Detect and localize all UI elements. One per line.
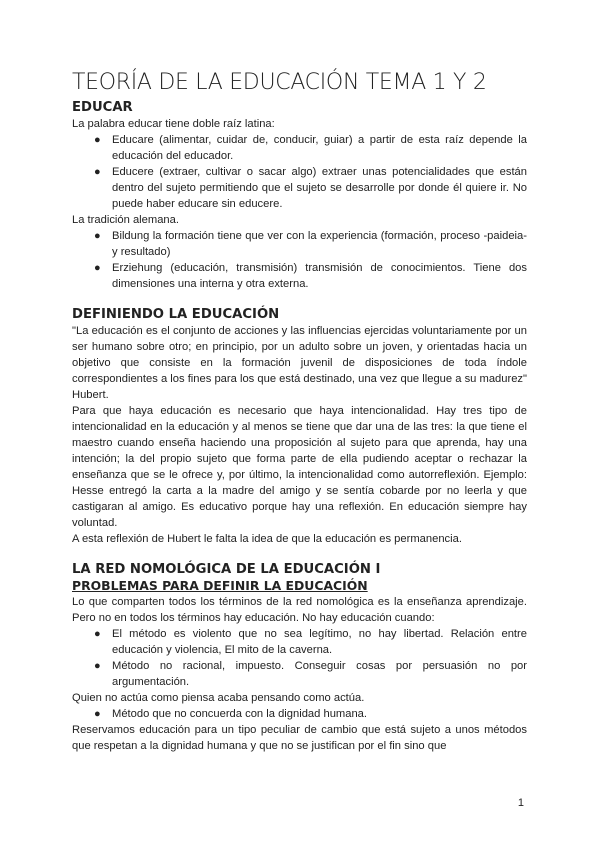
bullet-list bbox=[72, 626, 527, 690]
paragraph: Para que haya educación es necesario que haya intencionalidad. Hay tres tipo de intencionalidad en la educación y al menos se tiene que dar una de las tres: la que tiene el maestro cuando enseña haciendo una proposición al sujeto para que aprenda, hay una intención; la del propio sujeto que forma parte de ella pudiendo aceptar o rechazar la enseñanza que se le ofrece y, por último, la intencionalidad como autorreflexión. Ejemplo: Hesse entregó la carta a la madre del amigo y se sentía cobarde por no leerla y que castigaran al amigo. Es educativo porque hay una reflexión. En educación siempre hay voluntad. bbox=[72, 405, 527, 529]
list-item bbox=[94, 658, 527, 690]
paragraph: Quien no actúa como piensa acaba pensando como actúa. bbox=[72, 692, 365, 704]
list-item-text: Educare (alimentar, cuidar de, conducir, guiar) a partir de esta raíz depende la educación del educador. bbox=[112, 134, 527, 162]
bullet-icon: ● bbox=[94, 230, 101, 242]
paragraph: La tradición alemana. bbox=[72, 214, 179, 226]
list-item bbox=[94, 260, 527, 292]
subsection-heading-problemas: PROBLEMAS PARA DEFINIR LA EDUCACIÓN bbox=[72, 578, 368, 593]
bullet-icon: ● bbox=[94, 628, 101, 640]
quote-paragraph: "La educación es el conjunto de acciones y las influencias ejercidas voluntariamente por un ser humano sobre otro; en principio, por un adulto sobre un joven, y orientadas hacia un objetivo que consiste en la formación juvenil de disposiciones de toda índole correspondientes a los fines para los que está destinado, una vez que llegue a su madurez" Hubert. bbox=[72, 325, 527, 401]
page-content bbox=[72, 70, 527, 754]
section-heading-red-nomologica: LA RED NOMOLÓGICA DE LA EDUCACIÓN I bbox=[72, 562, 381, 577]
list-item bbox=[94, 164, 527, 212]
bullet-icon: ● bbox=[94, 166, 101, 178]
bullet-icon: ● bbox=[94, 660, 101, 672]
paragraph: A esta reflexión de Hubert le falta la idea de que la educación es permanencia. bbox=[72, 533, 462, 545]
bullet-icon: ● bbox=[94, 134, 101, 146]
paragraph: Reservamos educación para un tipo peculiar de cambio que está sujeto a unos métodos que respetan a la dignidad humana y que no se justifican por el fin sino que bbox=[72, 724, 527, 752]
page-number: 1 bbox=[517, 797, 524, 809]
paragraph: Lo que comparten todos los términos de la red nomológica es la enseñanza aprendizaje. Pero no en todos los términos hay educación. No hay educación cuando: bbox=[72, 596, 527, 624]
list-item bbox=[94, 626, 527, 658]
list-item-text: El método es violento que no sea legítimo, no hay libertad. Relación entre educación y violencia, El mito de la caverna. bbox=[112, 628, 527, 656]
bullet-icon: ● bbox=[94, 708, 101, 720]
section-heading-educar: EDUCAR bbox=[72, 100, 133, 115]
document-title: TEORÍA DE LA EDUCACIÓN TEMA 1 Y 2 bbox=[72, 70, 487, 95]
list-item-text: Educere (extraer, cultivar o sacar algo) extraer unas potencialidades que están dentro del sujeto permitiendo que el sujeto se desarrolle por donde él quiere ir. No puede haber educare sin educere. bbox=[112, 166, 527, 210]
bullet-list bbox=[72, 132, 527, 212]
list-item-text: Bildung la formación tiene que ver con la experiencia (formación, proceso -paideia- y resultado) bbox=[112, 230, 527, 258]
list-item bbox=[94, 706, 527, 722]
bullet-list bbox=[72, 228, 527, 292]
paragraph: La palabra educar tiene doble raíz latina: bbox=[72, 118, 275, 130]
section-heading-definiendo: DEFINIENDO LA EDUCACIÓN bbox=[72, 307, 280, 322]
list-item-text: Erziehung (educación, transmisión) transmisión de conocimientos. Tiene dos dimensiones una interna y otra externa. bbox=[112, 262, 527, 290]
list-item-text: Método que no concuerda con la dignidad humana. bbox=[112, 708, 368, 720]
bullet-icon: ● bbox=[94, 262, 101, 274]
list-item-text: Método no racional, impuesto. Conseguir cosas por persuasión no por argumentación. bbox=[112, 660, 527, 688]
bullet-list bbox=[72, 706, 527, 722]
list-item bbox=[94, 228, 527, 260]
list-item bbox=[94, 132, 527, 164]
